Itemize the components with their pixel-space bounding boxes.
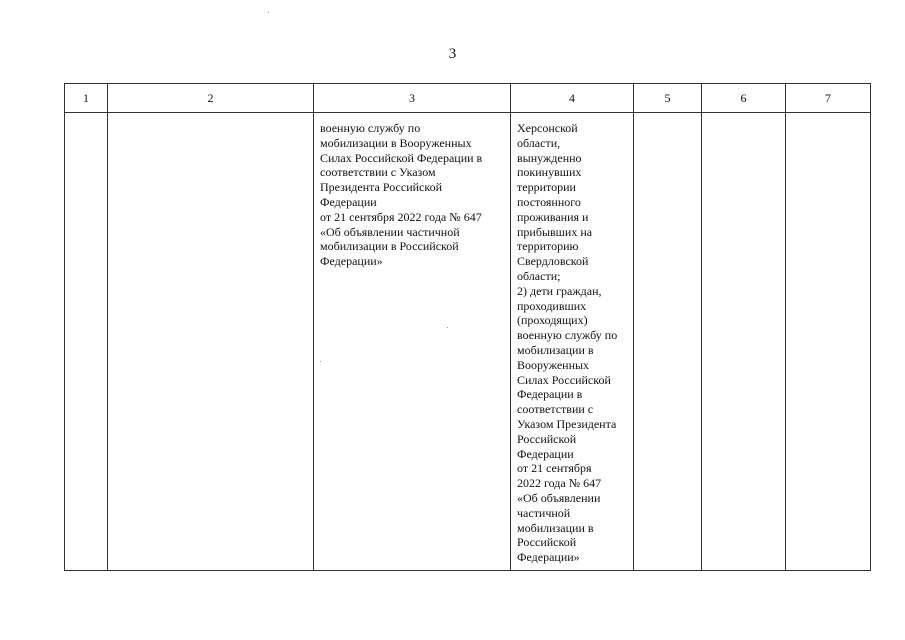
column-header-7: 7 [786, 84, 871, 113]
table-cell-col1 [65, 113, 108, 571]
column-header-2: 2 [108, 84, 314, 113]
cell-text-col6 [702, 113, 785, 121]
column-header-5: 5 [634, 84, 702, 113]
table-cell-col3 [314, 113, 511, 571]
page-number: 3 [448, 46, 457, 62]
cell-text-col3: военную службу по мобилизации в Вооруженных Силах Российской Федерации в соответствии с Указом Президента Российской Федерации от 21 сентября 2022 года № 647 «Об объявлении частичной мобилизации в Российской Федерации» [320, 121, 483, 269]
header-row [65, 84, 871, 113]
cell-text-col1 [65, 113, 107, 121]
table-cell-col5 [634, 113, 702, 571]
cell-text-col5 [634, 113, 701, 121]
table-cell-col2 [108, 113, 314, 571]
document-table [64, 83, 871, 571]
cell-text-col4: Херсонской области, вынужденно покинувших территории постоянного проживания и прибывших на территорию Свердловской области; 2) дети граждан, проходивших (проходящих) военную службу по мобилизации в Вооруженных Силах Российской Федерации в соответствии с Указом Президента Российской Федерации от 21 сентября 2022 года № 647 «Об объявлении частичной мобилизации в Российской Федерации» [517, 121, 618, 565]
cell-text-col7 [786, 113, 870, 121]
scan-speck [447, 327, 448, 328]
column-header-1: 1 [65, 84, 108, 113]
scan-speck [268, 12, 269, 13]
column-header-6: 6 [702, 84, 786, 113]
table-row [65, 113, 871, 571]
scan-speck [320, 361, 321, 362]
column-header-3: 3 [314, 84, 511, 113]
table-cell-col7 [786, 113, 871, 571]
table-cell-col6 [702, 113, 786, 571]
cell-text-col2 [108, 113, 313, 121]
column-header-4: 4 [511, 84, 634, 113]
table-cell-col4 [511, 113, 634, 571]
